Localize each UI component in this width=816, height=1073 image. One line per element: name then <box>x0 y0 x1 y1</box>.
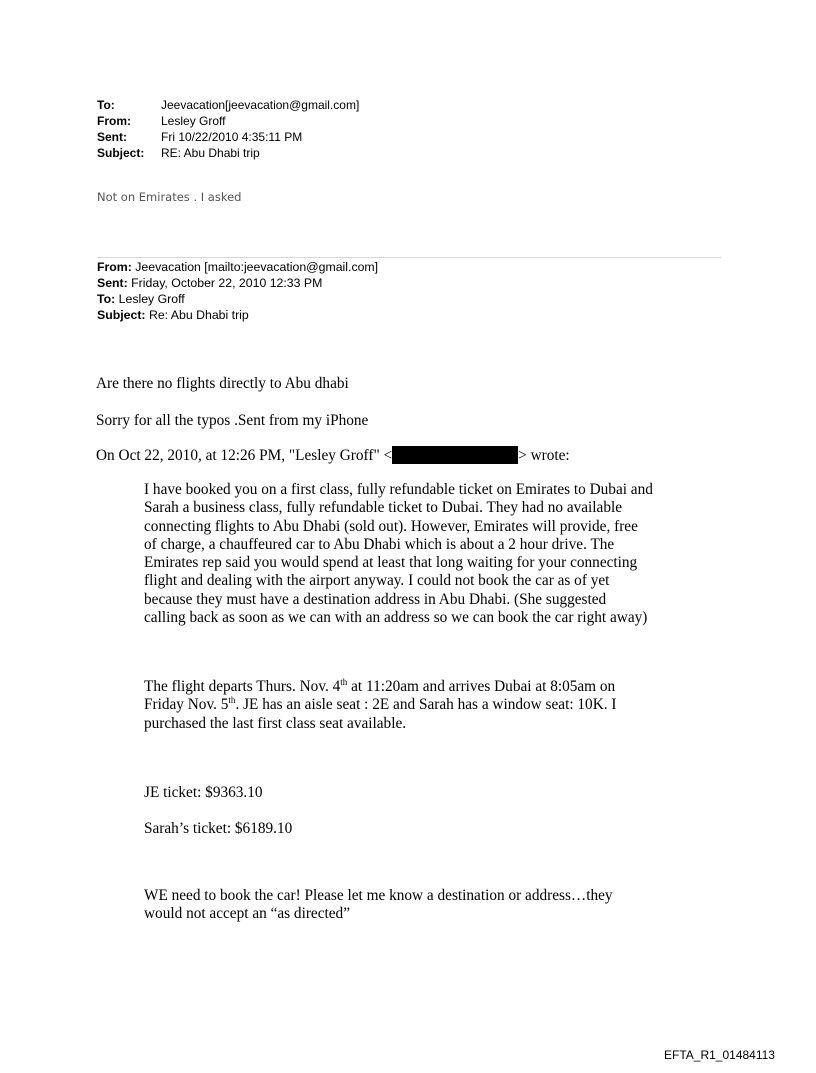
reply-text: Not on Emirates . I asked <box>97 190 242 204</box>
forwarded-to-label: To: <box>97 292 116 306</box>
departs-text-rest: at 11:20am and arrives Dubai at 8:05am on <box>347 678 616 695</box>
header-from-label: From: <box>97 114 131 128</box>
forwarded-to-row <box>97 291 378 307</box>
email-header <box>97 97 359 161</box>
header-to-label: To: <box>97 98 115 112</box>
header-to-row <box>97 97 359 113</box>
ordinal-suffix: th <box>340 676 348 687</box>
paragraph-line: of charge, a chauffeured car to Abu Dhabi which is about a 2 hour drive. The <box>144 535 615 553</box>
header-from-value: Lesley Groff <box>161 114 226 128</box>
paragraph-line <box>144 678 617 696</box>
separator-rule <box>97 257 721 258</box>
paragraph-line: Sarah a business class, fully refundable ticket to Dubai. They had no available <box>144 499 623 517</box>
paragraph-line: purchased the last first class seat available. <box>144 714 407 732</box>
header-to-value: Jeevacation[jeevacation@gmail.com] <box>161 98 360 112</box>
arrival-day-text: Friday Nov. 5 <box>144 696 229 714</box>
paragraph-line: calling back as soon as we can with an address so we can book the car right away) <box>144 609 648 627</box>
header-sent-label: Sent: <box>97 130 127 144</box>
forwarded-sent-value: Friday, October 22, 2010 12:33 PM <box>131 276 323 290</box>
flight-details-paragraph <box>144 678 617 733</box>
forwarded-from-label: From: <box>97 260 132 274</box>
header-sent-value: Fri 10/22/2010 4:35:11 PM <box>161 130 303 144</box>
paragraph-line: I have booked you on a first class, fully refundable ticket on Emirates to Dubai and <box>144 481 653 498</box>
sarah-ticket-price: Sarah’s ticket: $6189.10 <box>144 820 293 837</box>
paragraph-line: Emirates rep said you would spend at least that long waiting for your connecting <box>144 554 638 572</box>
question-text: Are there no flights directly to Abu dhabi <box>96 375 349 392</box>
paragraph-line: connecting flights to Abu Dhabi (sold out). However, Emirates will provide, free <box>144 517 638 535</box>
quoted-paragraph-1 <box>144 481 653 627</box>
paragraph-line: flight and dealing with the airport anyway. I could not book the car as of yet <box>144 572 610 590</box>
forwarded-subject-label: Subject: <box>97 308 146 322</box>
paragraph-line <box>144 696 617 714</box>
forwarded-sent-row <box>97 275 378 291</box>
je-ticket-price: JE ticket: $9363.10 <box>144 784 263 801</box>
seats-text: . JE has an aisle seat : 2E and Sarah has a window seat: 10K. I <box>235 696 617 714</box>
closing-paragraph <box>144 887 613 924</box>
apology-text: Sorry for all the typos .Sent from my iPhone <box>96 412 369 429</box>
header-subject-label: Subject: <box>97 146 145 160</box>
forwarded-from-row <box>97 259 378 275</box>
document-id: EFTA_R1_01484113 <box>664 1048 775 1062</box>
header-sent-row <box>97 129 359 145</box>
forwarded-subject-value: Re: Abu Dhabi trip <box>148 308 249 322</box>
ordinal-suffix: th <box>228 695 236 706</box>
header-subject-row <box>97 145 359 161</box>
departs-text: The flight departs Thurs. Nov. 4 <box>144 678 341 695</box>
quote-intro-before: On Oct 22, 2010, at 12:26 PM, "Lesley Groff" < <box>96 447 393 464</box>
quote-intro-after: > wrote: <box>518 447 570 464</box>
paragraph-line: WE need to book the car! Please let me know a destination or address…they <box>144 887 613 904</box>
forwarded-sent-label: Sent: <box>97 276 128 290</box>
redaction-block <box>392 446 518 464</box>
quote-intro <box>96 446 570 465</box>
paragraph-line: because they must have a destination address in Abu Dhabi. (She suggested <box>144 590 607 608</box>
header-subject-value: RE: Abu Dhabi trip <box>161 146 260 160</box>
forwarded-to-value: Lesley Groff <box>118 292 185 306</box>
forwarded-header <box>97 259 378 323</box>
forwarded-from-value: Jeevacation [mailto:jeevacation@gmail.com] <box>135 260 379 274</box>
header-from-row <box>97 113 359 129</box>
forwarded-subject-row <box>97 307 378 323</box>
paragraph-line: would not accept an “as directed” <box>144 905 350 923</box>
